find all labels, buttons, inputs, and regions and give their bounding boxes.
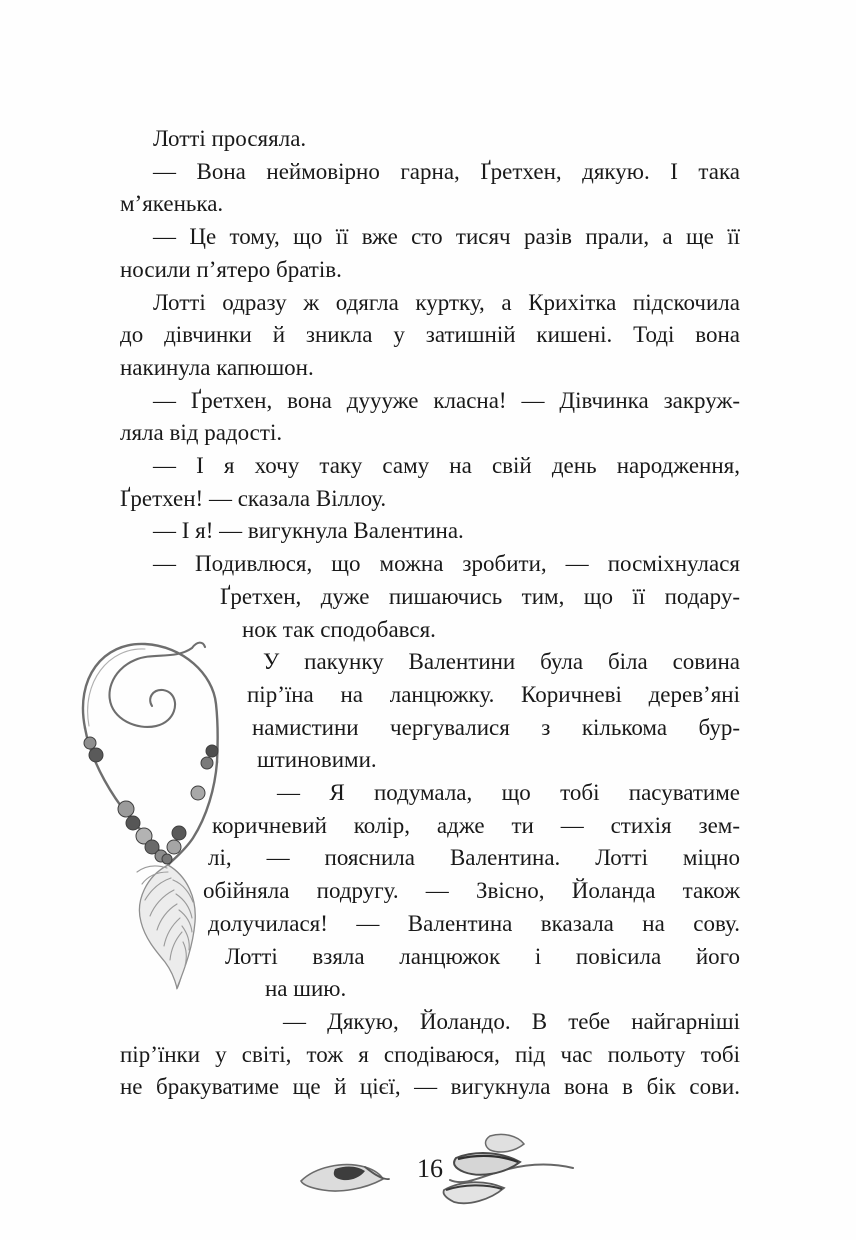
- text-line: — Ґретхен, вона дуууже класна! — Дівчинка закруж-: [153, 387, 740, 413]
- text-line: У пакунку Валентини була біла совина: [263, 649, 740, 675]
- page-number: 16: [417, 1154, 443, 1183]
- text-line: Ґретхен, дуже пишаючись тим, що її подару-: [220, 583, 740, 609]
- text-line: пір’їна на ланцюжку. Коричневі дерев’яні: [247, 681, 740, 707]
- text-line: — І я! — вигукнула Валентина.: [153, 518, 464, 544]
- text-line: — Вона неймовірно гарна, Ґретхен, дякую. І така: [153, 158, 740, 184]
- text-line: м’якенька.: [120, 191, 224, 217]
- text-line: — Це тому, що її вже сто тисяч разів прали, а ще її: [153, 224, 740, 250]
- text-line: нок так сподобався.: [242, 616, 436, 642]
- text-line: долучилася! — Валентина вказала на сову.: [208, 910, 740, 936]
- text-line: штиновими.: [257, 747, 377, 773]
- text-line: — Подивлюся, що можна зробити, — посміхнулася: [153, 551, 740, 577]
- text-line: до дівчинки й зникла у затишній кишені. Тоді вона: [120, 322, 740, 348]
- text-line: обійняла подругу. — Звісно, Йоланда також: [203, 878, 740, 904]
- text-line: пір’їнки у світі, тож я сподіваюся, під час польоту тобі: [120, 1041, 740, 1067]
- text-line: — Я подумала, що тобі пасуватиме: [277, 780, 740, 806]
- text-line: Лотті одразу ж одягла куртку, а Крихітка підскочила: [153, 289, 740, 315]
- text-line: Лотті просяяла.: [153, 126, 307, 151]
- text-line: накинула капюшон.: [120, 354, 314, 380]
- footer-sprig-right-illustration: [428, 1128, 578, 1213]
- text-line: лі, — пояснила Валентина. Лотті міцно: [208, 845, 740, 871]
- text-line: коричневий колір, адже ти — стихія зем-: [212, 812, 740, 838]
- text-line: — І я хочу таку саму на свій день народження,: [153, 453, 740, 479]
- text-line: — Дякую, Йоландо. В тебе найгарніші: [283, 1008, 740, 1034]
- necklace-feather-pendant-illustration: [55, 616, 290, 991]
- text-line: на шию.: [265, 976, 347, 1002]
- text-line: Лотті взяла ланцюжок і повісила його: [225, 943, 740, 969]
- text-line: носили п’ятеро братів.: [120, 256, 342, 282]
- text-line: ляла від радості.: [120, 420, 283, 446]
- text-line: намистини чергувалися з кількома бур-: [252, 714, 740, 740]
- text-line: Ґретхен! — сказала Віллоу.: [120, 485, 387, 511]
- text-line: не бракуватиме ще й цієї, — вигукнула вона в бік сови.: [120, 1074, 740, 1100]
